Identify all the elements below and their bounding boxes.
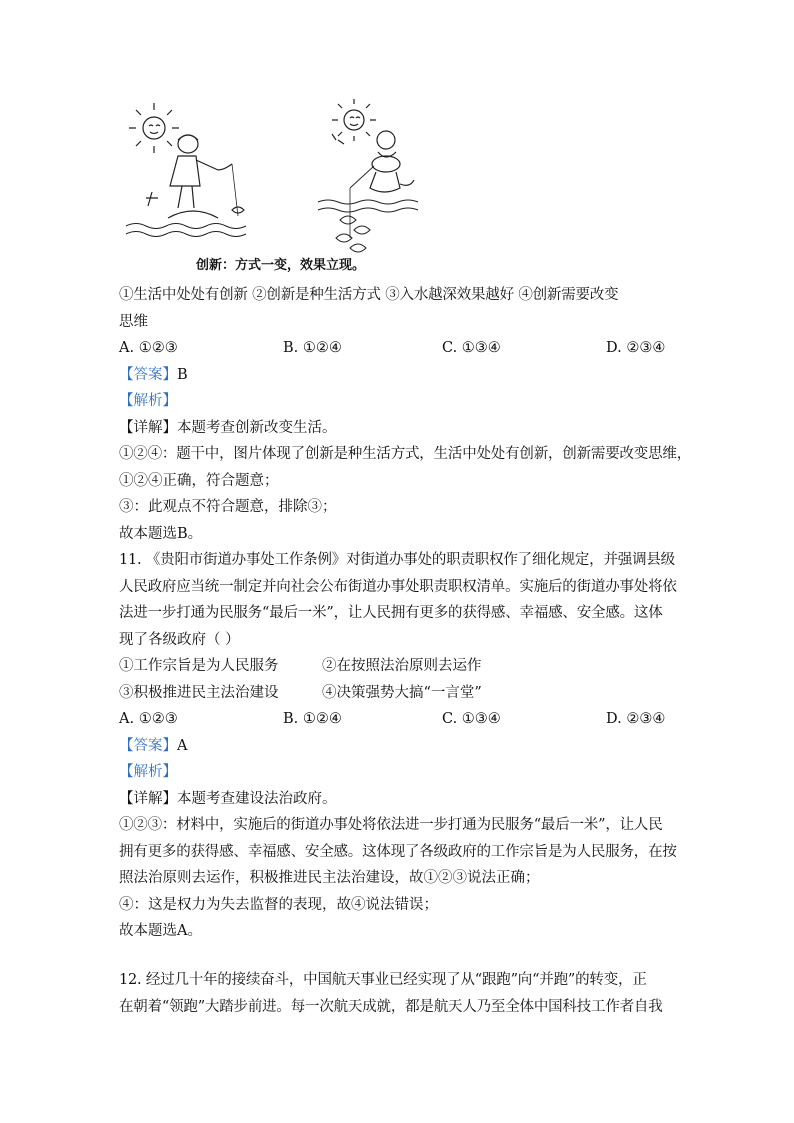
- q10-option-a: A. ①②③: [119, 340, 178, 356]
- q11-analysis-line3: 照法治原则去运作，积极推进民主法治建设，故①②③说法正确；: [119, 870, 540, 886]
- q10-answer: [119, 362, 679, 389]
- sun-left-icon: [129, 103, 179, 153]
- q11-answer: [119, 733, 679, 760]
- q10-block: [119, 282, 691, 547]
- answer-tag: 【答案】: [119, 366, 177, 383]
- answer-value: A: [177, 737, 188, 754]
- q10-options: [119, 335, 679, 362]
- q11-options: [119, 706, 679, 733]
- figure-caption: 创新：方式一变，效果立现。: [196, 258, 366, 273]
- q10-analysis-line1: ①②④：题干中，图片体现了创新是种生活方式，生活中处处有创新，创新需要改变思维，: [119, 446, 691, 462]
- q10-analysis-line3: ③：此观点不符合题意，排除③；: [119, 499, 337, 515]
- q12-stem-line2: 在朝着“领跑”大踏步前进。每一次航天成就，都是航天人乃至全体中国科技工作者自我: [119, 998, 663, 1015]
- q10-statements-line2: 思维: [119, 313, 148, 330]
- cartoon-figure: [118, 98, 430, 284]
- q11-statement-4: ④决策强势大搞“一言堂”: [322, 684, 482, 701]
- q11-statement-3: ③积极推进民主法治建设: [119, 684, 279, 701]
- q11-stem-line3: 法进一步打通为民服务“最后一米”，让人民拥有更多的获得感、幸福感、安全感。这体: [119, 605, 663, 621]
- q11-option-c: C. ①③④: [442, 711, 501, 727]
- q11-block: [119, 547, 679, 945]
- water-left-icon: [126, 224, 246, 237]
- q11-option-b: B. ①②④: [283, 711, 342, 727]
- water-right-icon: [318, 200, 418, 212]
- q12-stem-line1: 12. 经过几十年的接续奋斗，中国航天事业已经实现了从“跟跑”向“并跑”的转变，正: [119, 972, 647, 988]
- q11-analysis-line4: ④：这是权力为失去监督的表现，故④说法错误；: [119, 896, 438, 913]
- q11-analysis-line1: ①②③：材料中，实施后的街道办事处将依法进一步打通为民服务“最后一米”，让人民: [119, 817, 663, 833]
- answer-tag: 【答案】: [119, 737, 177, 754]
- q11-analysis-tag: 【解析】: [119, 764, 177, 780]
- detail-tag: 【详解】: [119, 419, 177, 436]
- detail-text: 本题考查建设法治政府。: [177, 790, 337, 807]
- q11-statements-row2: [119, 680, 679, 707]
- answer-value: B: [177, 366, 188, 383]
- q10-option-c: C. ①③④: [442, 340, 501, 356]
- q10-detail: [119, 415, 679, 442]
- q11-statement-1: ①工作宗旨是为人民服务: [119, 658, 279, 674]
- q10-option-d: D. ②③④: [606, 340, 666, 356]
- q11-option-a: A. ①②③: [119, 711, 178, 727]
- q10-analysis-line4: 故本题选B。: [119, 525, 203, 542]
- q10-option-b: B. ①②④: [283, 340, 342, 356]
- q11-analysis-line2: 拥有更多的获得感、幸福感、安全感。这体现了各级政府的工作宗旨是为人民服务，在按: [119, 843, 677, 860]
- fisherman-left-icon: [146, 135, 244, 218]
- q11-detail: [119, 786, 679, 813]
- q10-analysis-tag: 【解析】: [119, 393, 177, 409]
- q12-block: [119, 967, 679, 1020]
- q11-option-d: D. ②③④: [606, 711, 666, 727]
- q11-stem-line4: 现了各级政府（ ）: [119, 631, 240, 648]
- q11-stem-line2: 人民政府应当统一制定并向社会公布街道办事处职责职权清单。实施后的街道办事处将依: [119, 578, 677, 595]
- fish-group-icon: [336, 216, 370, 252]
- q10-statements-line1: ①生活中处处有创新 ②创新是种生活方式 ③入水越深效果越好 ④创新需要改变: [119, 287, 619, 303]
- q11-statement-2: ②在按照法治原则去运作: [322, 658, 482, 674]
- q11-stem-line1: 11. 《贵阳市街道办事处工作条例》对街道办事处的职责职权作了细化规定，并强调县级: [119, 552, 675, 568]
- q11-statements-row1: [119, 653, 679, 680]
- detail-text: 本题考查创新改变生活。: [177, 419, 337, 436]
- q10-analysis-line2: ①②④正确，符合题意；: [119, 472, 279, 489]
- sun-right-icon: [332, 99, 376, 141]
- detail-tag: 【详解】: [119, 790, 177, 807]
- q11-analysis-line5: 故本题选A。: [119, 923, 202, 939]
- swimmer-right-icon: [332, 131, 414, 238]
